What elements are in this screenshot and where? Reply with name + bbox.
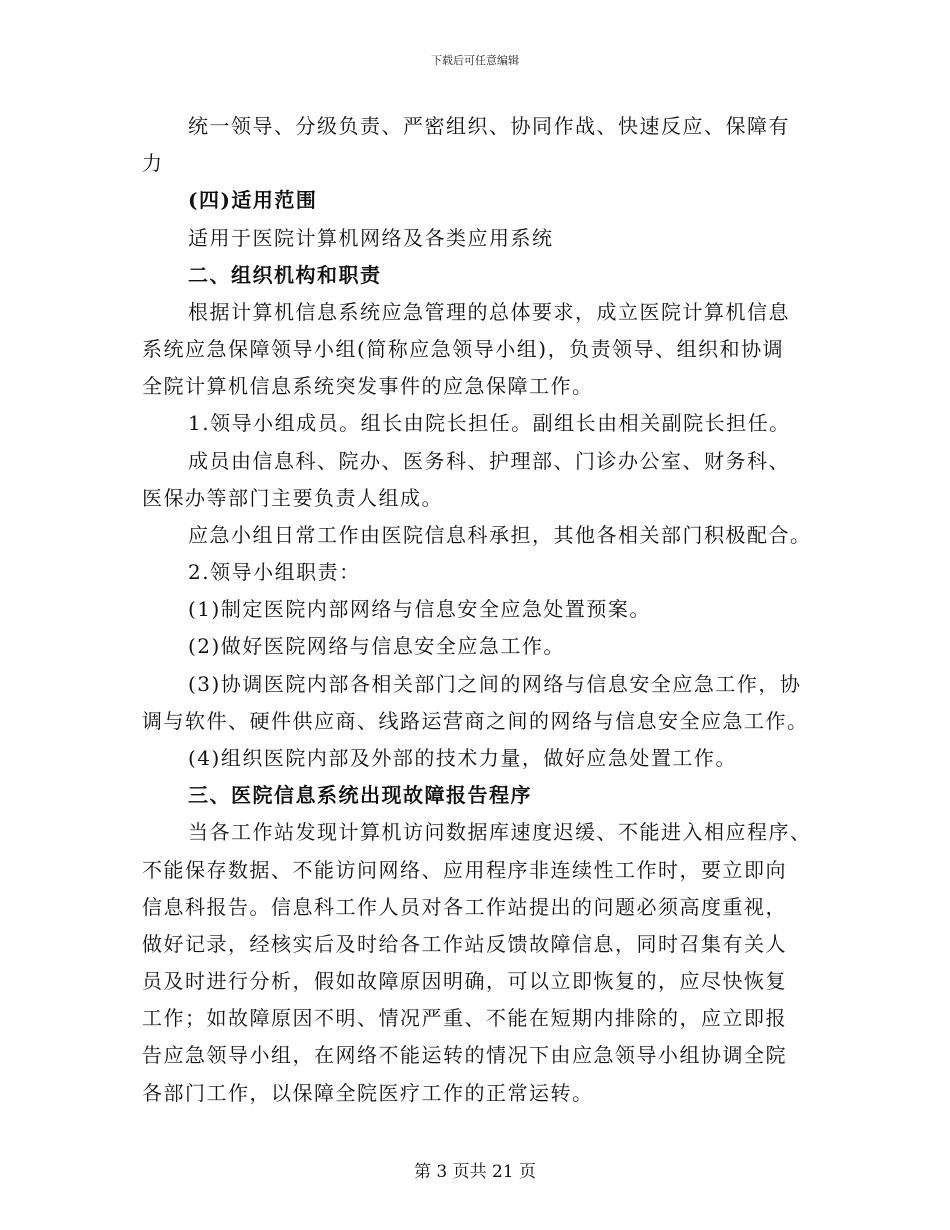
section-2-paragraph-line-2: 系统应急保障领导小组(简称应急领导小组)，负责领导、组织和协调 [142, 337, 785, 361]
section-2-paragraph-line-1: 根据计算机信息系统应急管理的总体要求，成立医院计算机信息 [188, 300, 790, 324]
members-line-2: 医保办等部门主要负责人组成。 [142, 486, 443, 510]
section-2-heading: 二、组织机构和职责 [188, 263, 382, 287]
members-line-1: 成员由信息科、院办、医务科、护理部、门诊办公室、财务科、 [188, 449, 790, 473]
duty-1: (1)制定医院内部网络与信息安全应急处置预案。 [188, 597, 651, 621]
section-2-item-1: 1.领导小组成员。组长由院长担任。副组长由相关副院长担任。 [188, 411, 791, 435]
section-3-line-6: 工作；如故障原因不明、情况严重、不能在短期内排除的，应立即报 [142, 1006, 787, 1030]
section-2-paragraph-line-3: 全院计算机信息系统突发事件的应急保障工作。 [142, 374, 594, 398]
section-3-line-8: 各部门工作，以保障全院医疗工作的正常运转。 [142, 1081, 594, 1105]
duty-4: (4)组织医院内部及外部的技术力量，做好应急处置工作。 [188, 746, 737, 770]
section-2-item-2: 2.领导小组职责： [188, 560, 361, 584]
scope-heading: (四)适用范围 [188, 188, 318, 212]
section-3-line-2: 不能保存数据、不能访问网络、应用程序非连续性工作时，要立即向 [142, 858, 787, 882]
duty-2: (2)做好医院网络与信息安全应急工作。 [188, 634, 565, 658]
page-footer: 第 3 页共 21 页 [413, 1162, 537, 1182]
principle-line-2: 力 [142, 151, 164, 175]
section-3-line-5: 员及时进行分析，假如故障原因明确，可以立即恢复的，应尽快恢复 [142, 969, 787, 993]
principle-line-1: 统一领导、分级负责、严密组织、协同作战、快速反应、保障有 [188, 114, 790, 138]
section-3-line-1: 当各工作站发现计算机访问数据库速度迟缓、不能进入相应程序、 [188, 820, 812, 844]
section-3-line-3: 信息科报告。信息科工作人员对各工作站提出的问题必须高度重视， [142, 895, 787, 919]
duty-3-line-1: (3)协调医院内部各相关部门之间的网络与信息安全应急工作，协 [188, 672, 802, 696]
section-3-line-4: 做好记录，经核实后及时给各工作站反馈故障信息，同时召集有关人 [142, 932, 787, 956]
daily-work-line: 应急小组日常工作由医院信息科承担，其他各相关部门积极配合。 [188, 523, 812, 547]
page-header: 下载后可任意编辑 [431, 54, 519, 67]
section-3-line-7: 告应急领导小组，在网络不能运转的情况下由应急领导小组协调全院 [142, 1043, 787, 1067]
duty-3-line-2: 调与软件、硬件供应商、线路运营商之间的网络与信息安全应急工作。 [142, 709, 809, 733]
scope-text: 适用于医院计算机网络及各类应用系统 [188, 226, 554, 250]
section-3-heading: 三、医院信息系统出现故障报告程序 [188, 783, 532, 807]
